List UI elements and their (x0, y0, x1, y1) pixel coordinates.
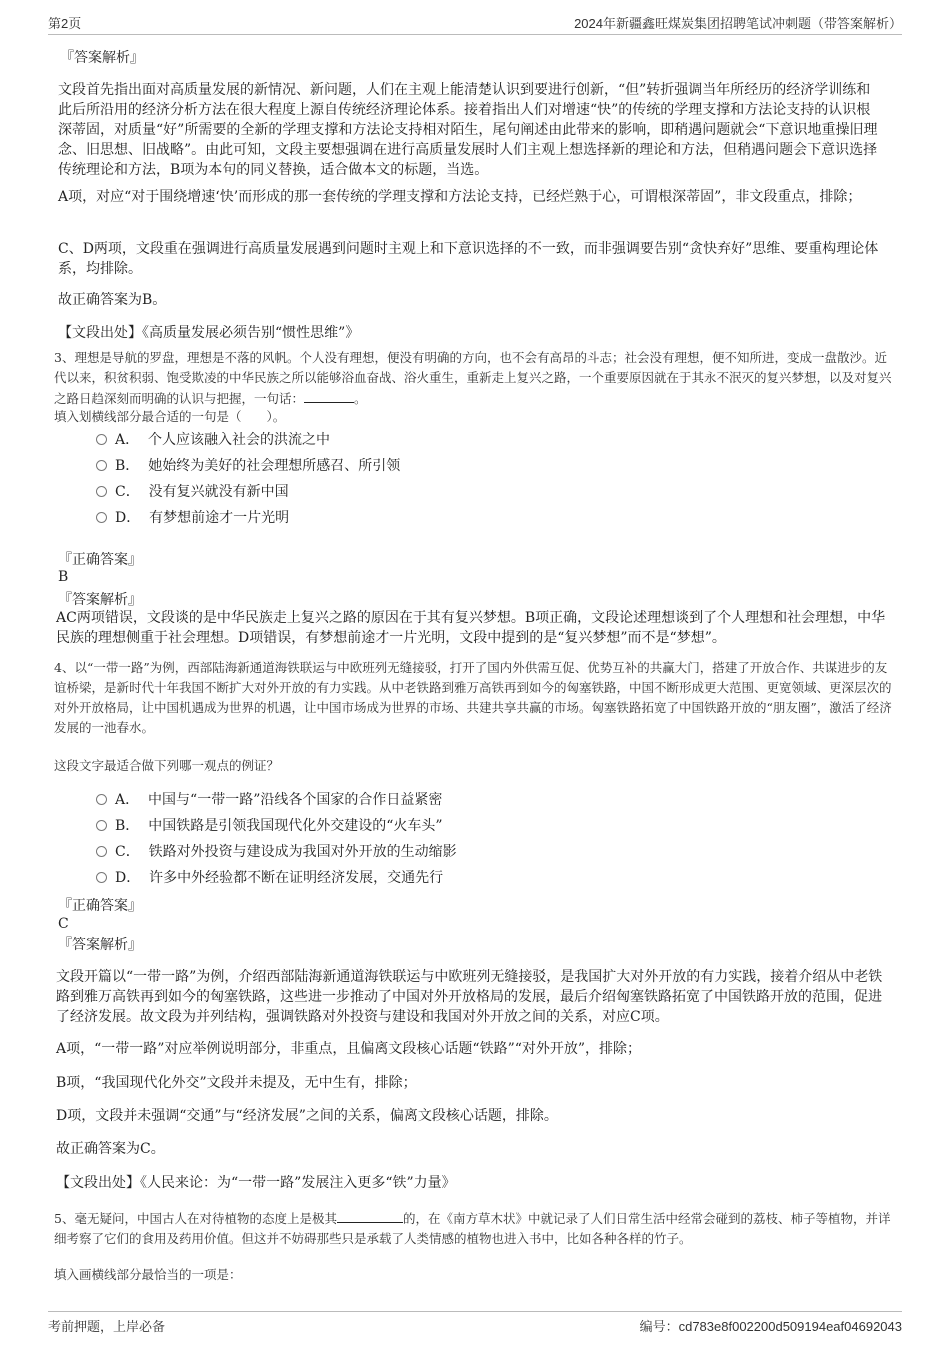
q3-stem-end: 。 (354, 391, 367, 406)
option-letter: D． (115, 870, 141, 886)
q4-analysis-option-d: D项，文段并未强调“交通”与“经济发展”之间的关系，偏离文段核心话题，排除。 (56, 1108, 558, 1124)
q3-blank (304, 388, 354, 403)
option-text: 有梦想前途才一片光明 (149, 510, 290, 526)
q4-analysis-option-a: A项，“一带一路”对应举例说明部分，非重点，且偏离文段核心话题“铁路”“对外开放”，排除； (56, 1041, 642, 1057)
q5-prompt: 填入画横线部分最恰当的一项是： (54, 1267, 242, 1282)
radio-icon[interactable] (96, 460, 107, 471)
q2-analysis-option-cd: C、D两项，文段重在强调进行高质量发展遇到问题时主观上和下意识选择的不一致，而非强调要告别“贪快弃好”思维、要重构理论体系，均排除。 (58, 241, 879, 277)
option-text: 中国铁路是引领我国现代化外交建设的“火车头” (148, 818, 443, 834)
option-letter: A． (115, 432, 140, 448)
option-letter: B． (115, 458, 140, 474)
option-text: 铁路对外投资与建设成为我国对外开放的生动缩影 (148, 844, 457, 860)
q4-option-d[interactable] (96, 868, 443, 888)
document-title: 2024年新疆鑫旺煤炭集团招聘笔试冲刺题（带答案解析） (574, 16, 902, 31)
page-header (48, 10, 902, 35)
q3-option-d[interactable] (96, 508, 289, 528)
q5-stem (54, 1208, 894, 1249)
option-letter: A． (115, 792, 140, 808)
footer-slogan: 考前押题，上岸必备 (48, 1319, 166, 1334)
q4-analysis-label: 『答案解析』 (58, 937, 142, 953)
q4-option-c[interactable] (96, 842, 457, 862)
document-code: 编号：cd783e8f002200d509194eaf04692043 (639, 1319, 902, 1334)
q5-blank (337, 1208, 403, 1223)
q4-source: 【文段出处】《人民来论：为“一带一路”发展注入更多“铁”力量》 (56, 1175, 456, 1191)
radio-icon[interactable] (96, 872, 107, 883)
q4-prompt: 这段文字最适合做下列哪一观点的例证？ (54, 758, 280, 773)
q4-answer: C (58, 916, 69, 932)
q3-option-b[interactable] (96, 456, 400, 476)
q3-analysis-label: 『答案解析』 (58, 592, 142, 608)
q3-option-c[interactable] (96, 482, 289, 502)
q5-stem-text: 5、毫无疑问，中国古人在对待植物的态度上是极其 (54, 1211, 337, 1226)
q3-answer-label: 『正确答案』 (58, 552, 142, 568)
q3-option-a[interactable] (96, 430, 330, 450)
q4-conclusion: 故正确答案为C。 (56, 1141, 165, 1157)
q4-analysis-option-b: B项，“我国现代化外交”文段并未提及，无中生有，排除； (56, 1075, 417, 1091)
q3-prompt: 填入划横线部分最合适的一句是（ ）。 (54, 409, 286, 424)
radio-icon[interactable] (96, 820, 107, 831)
q3-stem (54, 348, 894, 409)
option-letter: C． (115, 844, 140, 860)
option-letter: B． (115, 818, 140, 834)
q3-stem-text: 3、理想是导航的罗盘，理想是不落的风帆。个人没有理想，便没有明确的方向，也不会有高昂的斗志；社会没有理想，便不知所进，变成一盘散沙。近代以来，积贫积弱、饱受欺凌的中华民族之所以能够浴血奋战、浴火重生，重新走上复兴之路，一个重要原因就在于其永不泯灭的复兴梦想，以及对复兴之路日趋深刻而明确的认识与把握，一句话： (54, 350, 892, 406)
radio-icon[interactable] (96, 486, 107, 497)
q4-answer-label: 『正确答案』 (58, 898, 142, 914)
q5-stem-end: 的，在《南方草木状》中就记录了人们日常生活中经常会碰到的荔枝、柿子等植物，并详细考察了它们的食用及药用价值。但这并不妨碍那些只是承载了人类情感的植物也进入书中，比如各种各样的竹子。 (54, 1211, 891, 1246)
option-letter: C． (115, 484, 140, 500)
radio-icon[interactable] (96, 846, 107, 857)
radio-icon[interactable] (96, 434, 107, 445)
option-text: 没有复兴就没有新中国 (148, 484, 289, 500)
q3-answer: B (58, 569, 69, 585)
option-text: 个人应该融入社会的洪流之中 (148, 432, 331, 448)
option-text: 她始终为美好的社会理想所感召、所引领 (148, 458, 401, 474)
q4-stem: 4、以“一带一路”为例，西部陆海新通道海铁联运与中欧班列无缝接驳，打开了国内外供需互促、优势互补的共赢大门，搭建了开放合作、共谋进步的友谊桥梁，是新时代十年我国不断扩大对外开放的有力实践。从中老铁路到雅万高铁再到如今的匈塞铁路，中国不断形成更大范围、更宽领域、更深层次的对外开放格局，让中国机遇成为世界的机遇，让中国市场成为世界的市场、共建共享共赢的市场。匈塞铁路拓宽了中国铁路开放的“朋友圈”，激活了经济发展的一池春水。 (54, 660, 892, 735)
radio-icon[interactable] (96, 794, 107, 805)
q2-source: 【文段出处】《高质量发展必须告别“惯性思维”》 (58, 325, 360, 341)
option-text: 许多中外经验都不断在证明经济发展，交通先行 (149, 870, 444, 886)
q4-analysis-paragraph: 文段开篇以“一带一路”为例，介绍西部陆海新通道海铁联运与中欧班列无缝接驳，是我国扩大对外开放的有力实践，接着介绍从中老铁路到雅万高铁再到如今的匈塞铁路，这些进一步推动了中国对外开放格局的发展，最后介绍匈塞铁路拓宽了中国铁路开放的范围，促进了经济发展。故文段为并列结构，强调铁路对外投资与建设和我国对外开放之间的关系，对应C项。 (56, 969, 883, 1025)
page-footer (48, 1311, 902, 1336)
option-letter: D． (115, 510, 141, 526)
q4-option-b[interactable] (96, 816, 443, 836)
q2-conclusion: 故正确答案为B。 (58, 292, 167, 308)
page-number: 第2页 (48, 16, 82, 31)
q2-analysis-paragraph: 文段首先指出面对高质量发展的新情况、新问题，人们在主观上能清楚认识到要进行创新，“但”转折强调当年所经历的经济学训练和此后所沿用的经济分析方法在很大程度上源自传统经济理论体系。接着指出人们对增速“快”的传统的学理支撑和方法论支持的认识根深蒂固，对质量“好”所需要的全新的学理支撑和方法论支持相对陌生，尾句阐述由此带来的影响，即稍遇问题就会“下意识地重操旧理念、旧思想、旧战略”。由此可知，文段主要想强调在进行高质量发展时人们主观上想选择新的理论和方法，但稍遇问题会下意识选择传统理论和方法，B项为本句的同义替换，适合做本文的标题，当选。 (58, 82, 878, 178)
q2-analysis-label: 『答案解析』 (60, 50, 144, 66)
radio-icon[interactable] (96, 512, 107, 523)
option-text: 中国与“一带一路”沿线各个国家的合作日益紧密 (148, 792, 443, 808)
q3-analysis: AC两项错误，文段谈的是中华民族走上复兴之路的原因在于其有复兴梦想。B项正确，文段论述理想谈到了个人理想和社会理想，中华民族的理想侧重于社会理想。D项错误，有梦想前途才一片光明，文段中提到的是“复兴梦想”而不是“梦想”。 (56, 610, 886, 646)
q2-analysis-option-a: A项，对应“对于围绕增速‘快’而形成的那一套传统的学理支撑和方法论支持，已经烂熟于心，可谓根深蒂固”，非文段重点，排除； (58, 189, 862, 205)
q4-option-a[interactable] (96, 790, 442, 810)
